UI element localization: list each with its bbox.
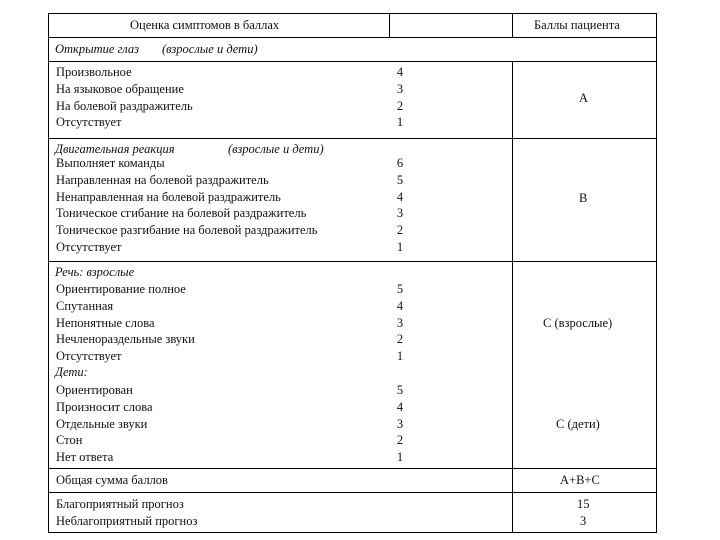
eye-opening-label: A [579, 91, 589, 105]
table-border-bottom [48, 532, 657, 533]
point-value: 2 [396, 433, 404, 448]
point-value: 1 [396, 239, 404, 254]
motor-title: Двигательная реакция [55, 142, 175, 156]
table-border-right [656, 13, 657, 533]
list-item: Ненаправленная на болевой раздражитель [56, 189, 281, 204]
prognosis-row-top [48, 492, 657, 493]
motor-label: B [579, 191, 588, 205]
point-value: 4 [396, 189, 404, 204]
point-value: 5 [396, 282, 404, 296]
header-symptoms: Оценка симптомов в баллах [130, 18, 280, 32]
point-value: 1 [396, 349, 404, 364]
speech-adults-label: C (взрослые) [543, 316, 613, 330]
speech-adults-points [392, 281, 408, 365]
list-item: Выполняет команды [56, 156, 165, 170]
point-value: 4 [396, 65, 404, 79]
point-value: 4 [396, 298, 404, 313]
score-column-divider-header [512, 13, 513, 37]
list-item: Ориентирован [56, 383, 133, 397]
list-item: Тоническое разгибание на болевой раздражитель [56, 223, 318, 238]
table-border-left [48, 13, 49, 533]
speech-adults-items [56, 281, 195, 365]
speech-children-items [56, 382, 153, 466]
list-item: На болевой раздражитель [56, 98, 193, 113]
prognosis-favorable: Благоприятный прогноз [56, 497, 184, 511]
list-item: Нет ответа [56, 450, 114, 465]
header-score: Баллы пациента [534, 18, 620, 32]
total-label: Общая сумма баллов [56, 473, 168, 487]
list-item: Ориентирование полное [56, 282, 186, 296]
point-value: 1 [396, 115, 404, 130]
speech-section-top [48, 261, 657, 262]
list-item: Отсутствует [56, 115, 122, 130]
motor-title-note: (взрослые и дети) [228, 142, 324, 156]
list-item: Отсутствует [56, 349, 122, 364]
header-points-divider [389, 13, 390, 37]
list-item: Отдельные звуки [56, 416, 148, 431]
speech-children-title: Дети: [55, 365, 88, 379]
point-value: 2 [396, 98, 404, 113]
list-item: Направленная на болевой раздражитель [56, 172, 269, 187]
point-value: 2 [396, 332, 404, 347]
point-value: 3 [396, 81, 404, 96]
table-border-top [48, 13, 657, 14]
motor-points [392, 155, 408, 256]
point-value: 3 [396, 206, 404, 221]
point-value: 1 [396, 450, 404, 465]
eye-opening-items [56, 64, 193, 131]
list-item: Нечленораздельные звуки [56, 332, 195, 347]
prognosis-unfavorable: Неблагоприятный прогноз [56, 514, 198, 528]
point-value: 3 [396, 315, 404, 330]
list-item: Спутанная [56, 298, 114, 313]
list-item: Произносит слова [56, 399, 153, 414]
list-item: Стон [56, 433, 83, 448]
prognosis-favorable-value: 15 [577, 497, 590, 511]
point-value: 4 [396, 399, 404, 414]
eye-opening-points [392, 64, 408, 131]
list-item: Произвольное [56, 65, 132, 79]
motor-section-top [48, 138, 657, 139]
score-column-divider-body [512, 61, 513, 533]
total-row-top [48, 468, 657, 469]
header-divider [48, 37, 657, 38]
eye-opening-title-note: (взрослые и дети) [162, 42, 258, 56]
motor-items [56, 155, 317, 256]
point-value: 5 [396, 172, 404, 187]
speech-children-points [392, 382, 408, 466]
list-item: На языковое обращение [56, 81, 184, 96]
list-item: Тоническое сгибание на болевой раздражитель [56, 206, 307, 221]
point-value: 3 [396, 416, 404, 431]
eye-section-top [48, 61, 657, 62]
list-item: Непонятные слова [56, 315, 155, 330]
prognosis-unfavorable-value: 3 [580, 514, 587, 528]
list-item: Отсутствует [56, 239, 122, 254]
point-value: 2 [396, 223, 404, 238]
total-formula: A+B+C [560, 473, 600, 487]
point-value: 5 [396, 383, 404, 397]
speech-adults-title: Речь: взрослые [55, 265, 135, 279]
point-value: 6 [396, 156, 404, 170]
eye-opening-title: Открытие глаз [55, 42, 140, 56]
speech-children-label: C (дети) [556, 417, 600, 431]
